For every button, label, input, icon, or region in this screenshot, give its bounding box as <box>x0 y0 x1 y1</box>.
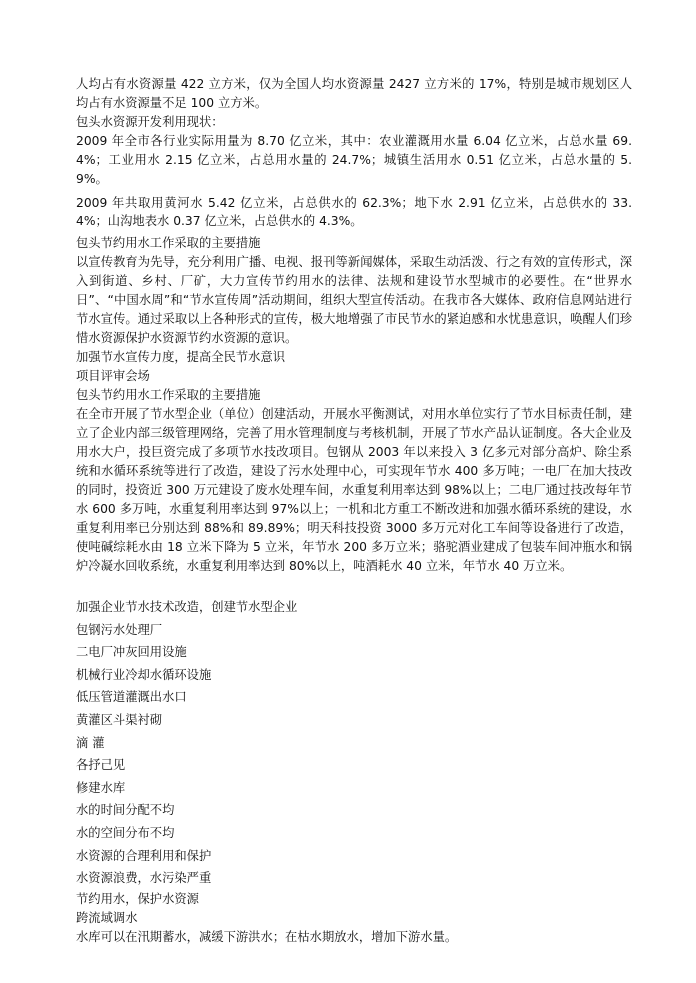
list-item: 包钢污水处理厂 <box>76 622 163 637</box>
list-item: 水的空间分布不均 <box>76 825 175 840</box>
list-item: 节约用水，保护水资源 <box>76 891 199 906</box>
list-item: 黄灌区斗渠衬砌 <box>76 712 163 727</box>
list-item: 水资源的合理利用和保护 <box>76 848 212 863</box>
intro-section <box>76 75 632 189</box>
list-item: 滴 灌 <box>76 735 105 750</box>
paragraph-water-usage-2009: 2009 年全市各行业实际用量为 8.70 亿立米，其中：农业灌溉用水量 6.04 亿立米，占总水量 69.4%；工业用水 2.15 亿立米，占总用水量的 24.7%；城镇生活用水 0.51 亿立米，占总水量的 5.9%。 <box>76 134 632 186</box>
list-item: 机械行业冷却水循环设施 <box>76 667 212 682</box>
list-item: 加强企业节水技术改造，创建节水型企业 <box>76 600 298 614</box>
heading-main-measures-2: 包头节约用水工作采取的主要措施 <box>76 388 261 402</box>
paragraph-water-per-capita: 人均占有水资源量 422 立方米，仅为全国人均水资源量 2427 立方米的 17%，特别是城市规划区人均占有水资源量不足 100 立方米。 <box>76 77 632 110</box>
line-review-venue: 项目评审会场 <box>76 369 150 383</box>
list-item: 低压管道灌溉出水口 <box>76 690 187 705</box>
paragraph-enterprise-measures: 在全市开展了节水型企业（单位）创建活动，开展水平衡测试，对用水单位实行了节水目标责任制，建立了企业内部三级管理网络，完善了用水管理制度与考核机制，开展了节水产品认证制度。各大企业及用水大户，投巨资完成了多项节水技改项目。包钢从 2003 年以来投入 3 亿多元对部分高炉、除尘系统和水循环系统等进行了改造，建设了污水处理中心，可实现年节水 400 多万吨；一电厂在加大技改的同时，投资近 300 万元建设了废水处理车间，水重复利用率达到 98%以上；二电厂通过技改每年节水 600 多万吨，水重复利用率达到 97%以上；一机和北方重工不断改进和加强水循环系统的建设，水重复利用率已分别达到 88%和 89.89%；明天科技投资 3000 多万元对化工车间等设备进行了改造，使吨碱综耗水由 18 立米下降为 5 立米，年节水 200 多万立米；骆驼酒业建成了包装车间冲瓶水和锅炉冷凝水回收系统，水重复利用率达到 80%以上，吨酒耗水 40 立米，年节水 40 万立米。 <box>76 407 632 573</box>
list-item: 跨流域调水 <box>76 910 138 925</box>
list-item: 水的时间分配不均 <box>76 803 175 818</box>
paragraph-water-supply-2009: 2009 年共取用黄河水 5.42 亿立米，占总供水的 62.3%；地下水 2.91 亿立米，占总供水的 33.4%；山沟地表水 0.37 亿立米，占总供水的 4.3%。 <box>76 196 632 228</box>
list-item: 修建水库 <box>76 780 126 795</box>
last-line: 水库可以在汛期蓄水，减缓下游洪水；在枯水期放水，增加下游水量。 <box>76 929 458 944</box>
water-supply-section <box>76 194 632 230</box>
list-item: 各抒己见 <box>76 758 126 773</box>
line-publicity-caption: 加强节水宣传力度，提高全民节水意识 <box>76 350 286 364</box>
list-item: 二电厂冲灰回用设施 <box>76 645 187 660</box>
heading-main-measures-1: 包头节约用水工作采取的主要措施 <box>76 236 261 250</box>
caption-list <box>76 596 632 947</box>
list-item: 水资源浪费，水污染严重 <box>76 871 212 886</box>
heading-water-status: 包头水资源开发利用现状： <box>76 115 224 129</box>
paragraph-publicity: 以宣传教育为先导，充分利用广播、电视、报刊等新闻媒体，采取生动活泼、行之有效的宣传形式，深入到街道、乡村、厂矿，大力宣传节约用水的法律、法规和建设节水型城市的必要性。在“世界水日”、“中国水周”和“节水宣传周”活动期间，组织大型宣传活动。在我市各大媒体、政府信息网站进行节水宣传。通过采取以上各种形式的宣传，极大地增强了市民节水的紧迫感和水忧患意识，唤醒人们珍惜水资源保护水资源节约水资源的意识。 <box>76 255 632 345</box>
measures-section-1 <box>76 234 632 576</box>
